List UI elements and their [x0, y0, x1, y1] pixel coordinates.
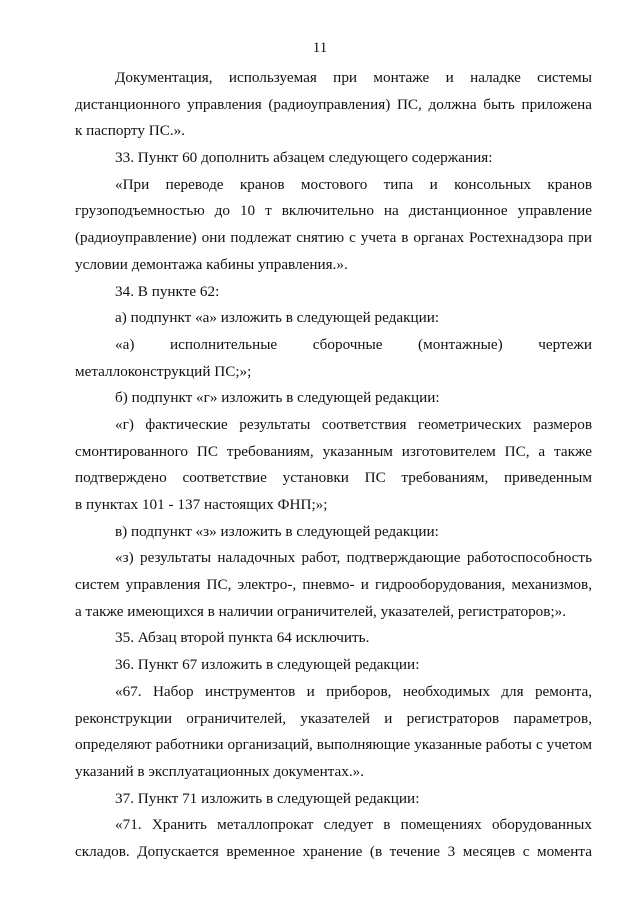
text-line: 37. Пункт 71 изложить в следующей редакции:: [115, 789, 420, 807]
text-line: систем управления ПС, электро-, пневмо- и гидрооборудования, механизмов,: [75, 576, 592, 594]
text-line: определяют работники организаций, выполняющие указанные работы с учетом: [75, 736, 592, 754]
text-line: дистанционного управления (радиоуправления) ПС, должна быть приложена: [75, 95, 592, 113]
text-line: указаний в эксплуатационных документах.».: [75, 762, 365, 780]
page-number: 11: [312, 40, 328, 56]
text-line: в пунктах 101 - 137 настоящих ФНП;»;: [75, 496, 328, 513]
text-line: «а) исполнительные сборочные (монтажные) чертежи: [115, 335, 592, 353]
text-line: складов. Допускается временное хранение (в течение 3 месяцев с момента: [75, 842, 592, 860]
text-line: 34. В пункте 62:: [115, 282, 220, 300]
text-line: 36. Пункт 67 изложить в следующей редакции:: [115, 656, 420, 674]
text-line: смонтированного ПС требованиям, указанным изготовителем ПС, а также: [75, 442, 592, 460]
text-line: 33. Пункт 60 дополнить абзацем следующего содержания:: [115, 149, 493, 167]
text-line: «При переводе кранов мостового типа и консольных кранов: [115, 175, 592, 193]
text-line: (радиоуправление) они подлежат снятию с учета в органах Ростехнадзора при: [75, 229, 592, 247]
text-line: Документация, используемая при монтаже и наладке системы: [115, 69, 592, 86]
text-line: «71. Хранить металлопрокат следует в помещениях оборудованных: [115, 816, 592, 834]
text-line: 35. Абзац второй пункта 64 исключить.: [115, 629, 370, 647]
text-line: грузоподъемностью до 10 т включительно на дистанционное управление: [75, 202, 592, 220]
text-line: б) подпункт «г» изложить в следующей редакции:: [115, 389, 440, 407]
text-line: к паспорту ПС.».: [75, 122, 186, 140]
text-line: подтверждено соответствие установки ПС требованиям, приведенным: [75, 469, 592, 487]
text-line: в) подпункт «з» изложить в следующей редакции:: [115, 522, 439, 540]
text-line: условии демонтажа кабины управления.».: [75, 255, 348, 273]
text-line: «з) результаты наладочных работ, подтверждающие работоспособность: [115, 549, 592, 567]
text-line: «г) фактические результаты соответствия геометрических размеров: [115, 415, 592, 433]
text-line: а) подпункт «а» изложить в следующей редакции:: [115, 309, 440, 327]
text-line: а также имеющихся в наличии ограничителей, указателей, регистраторов;».: [75, 602, 567, 620]
text-line: «67. Набор инструментов и приборов, необходимых для ремонта,: [115, 682, 592, 700]
document-body: [75, 65, 592, 866]
text-line: металлоконструкций ПС;»;: [75, 362, 252, 380]
text-line: реконструкции ограничителей, указателей и регистраторов параметров,: [75, 709, 592, 727]
